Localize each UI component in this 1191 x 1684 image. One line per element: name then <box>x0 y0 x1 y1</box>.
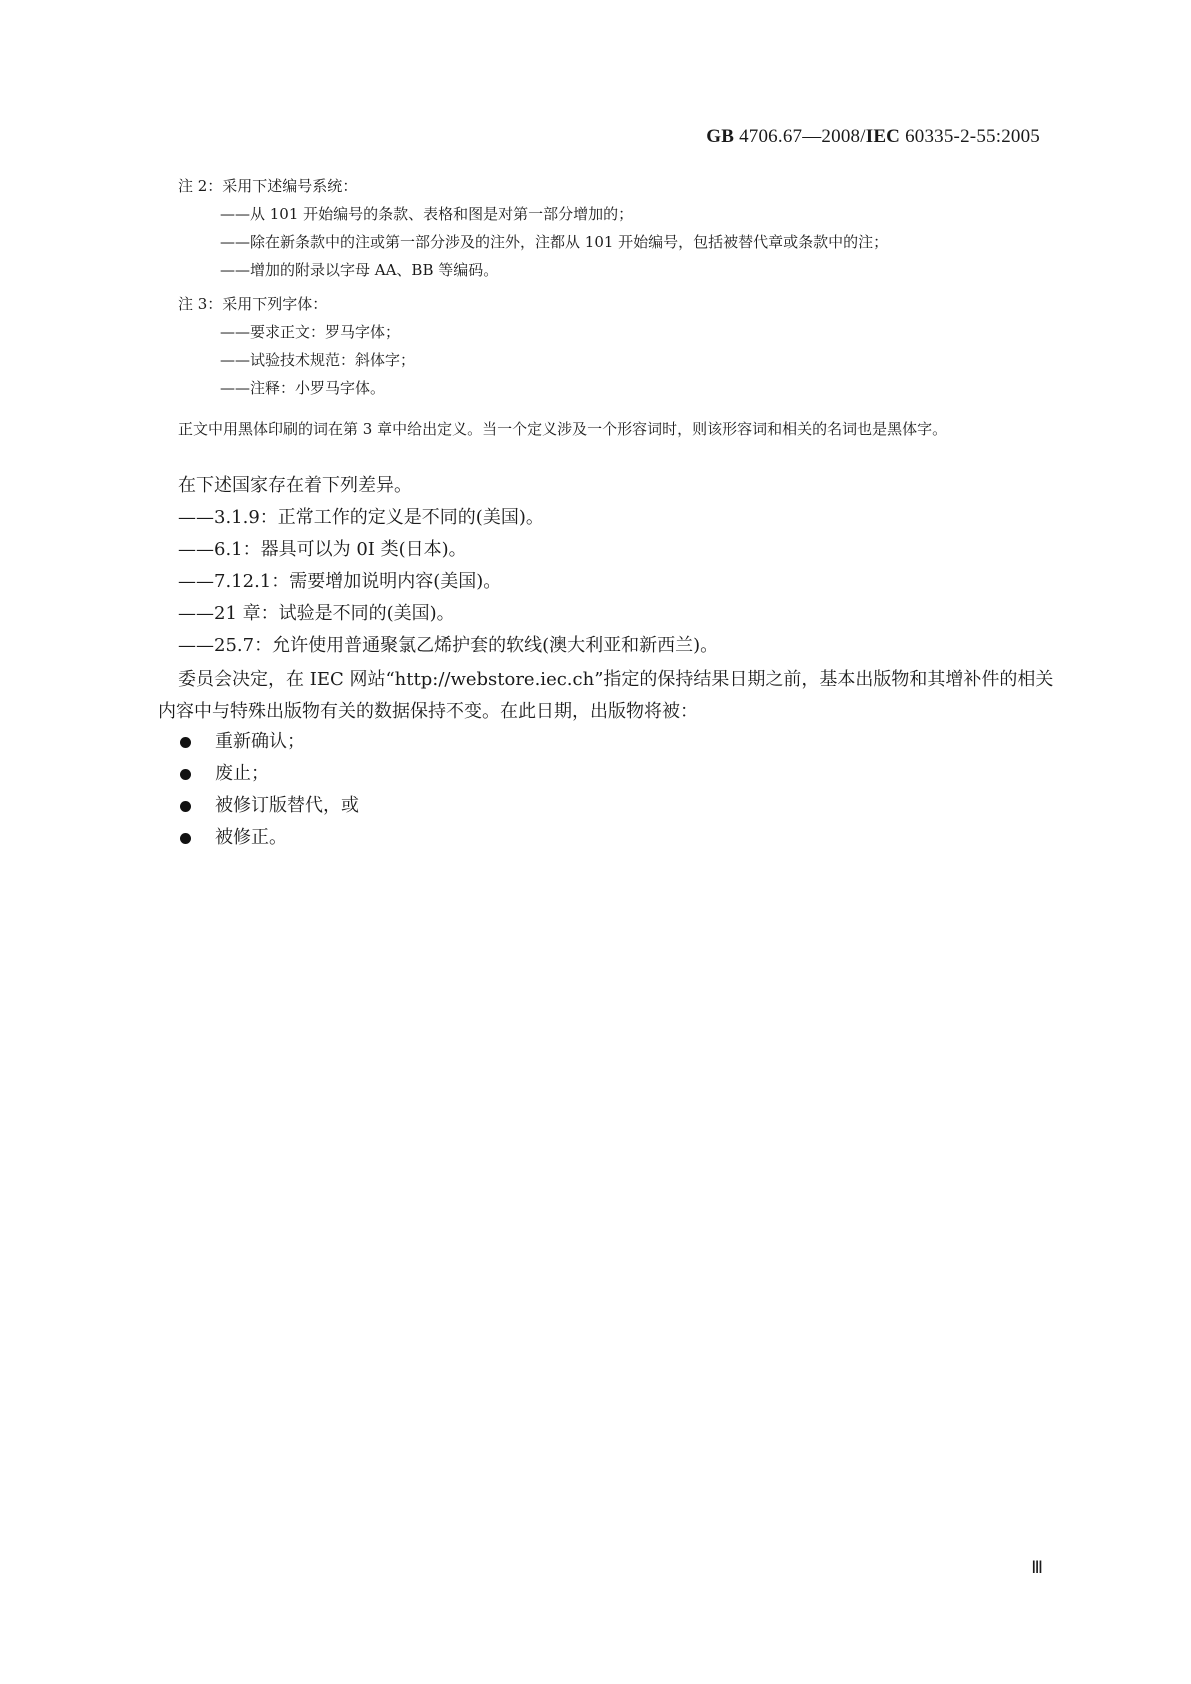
note-2-item: ——除在新条款中的注或第一部分涉及的注外，注都从 101 开始编号，包括被替代章或条款中的注； <box>220 233 889 251</box>
committee-paragraph: 委员会决定，在 IEC 网站“http://webstore.iec.ch”指定的保持结果日期之前，基本出版物和其增补件的相关内容中与特殊出版物有关的数据保持不变。在此日期，出版物将被： <box>158 669 1054 722</box>
list-item-text: 被修正。 <box>215 827 287 848</box>
difference-item: ——6.1：器具可以为 0I 类(日本)。 <box>178 539 467 560</box>
list-item <box>178 726 359 758</box>
note-2 <box>178 172 888 284</box>
list-item <box>178 790 359 822</box>
list-item-text: 废止； <box>215 763 269 784</box>
list-item <box>178 822 359 854</box>
list-item <box>178 758 359 790</box>
document-header <box>706 126 1040 148</box>
difference-item: ——25.7：允许使用普通聚氯乙烯护套的软线(澳大利亚和新西兰)。 <box>178 635 719 656</box>
note-3-title: 注 3：采用下列字体： <box>178 295 328 313</box>
note-3-item: ——要求正文：罗马字体； <box>220 323 401 341</box>
bullet-icon <box>180 769 191 780</box>
bullet-icon <box>180 737 191 748</box>
difference-item: ——3.1.9：正常工作的定义是不同的(美国)。 <box>178 507 544 528</box>
gb-number: 4706.67—2008/ <box>739 126 866 147</box>
differences-section <box>178 470 718 662</box>
list-item-text: 重新确认； <box>215 731 305 752</box>
note-2-item: ——从 101 开始编号的条款、表格和图是对第一部分增加的； <box>220 205 634 223</box>
difference-item: ——7.12.1：需要增加说明内容(美国)。 <box>178 571 502 592</box>
note-2-title: 注 2：采用下述编号系统： <box>178 177 358 195</box>
bullet-list <box>178 726 359 854</box>
definition-paragraph: 正文中用黑体印刷的词在第 3 章中给出定义。当一个定义涉及一个形容词时，则该形容词和相关的名词也是黑体字。 <box>178 420 948 438</box>
bullet-icon <box>180 833 191 844</box>
iec-number: 60335-2-55:2005 <box>905 126 1040 147</box>
note-2-item: ——增加的附录以字母 AA、BB 等编码。 <box>220 261 499 279</box>
page-number: Ⅲ <box>1031 1558 1043 1577</box>
gb-code: GB <box>706 126 735 147</box>
difference-item: ——21 章：试验是不同的(美国)。 <box>178 603 455 624</box>
note-3 <box>178 290 415 402</box>
differences-intro: 在下述国家存在着下列差异。 <box>178 475 412 496</box>
note-3-item: ——试验技术规范：斜体字； <box>220 351 416 369</box>
iec-code: IEC <box>865 126 901 147</box>
note-3-item: ——注释：小罗马字体。 <box>220 379 386 397</box>
bullet-icon <box>180 801 191 812</box>
list-item-text: 被修订版替代，或 <box>215 795 359 816</box>
